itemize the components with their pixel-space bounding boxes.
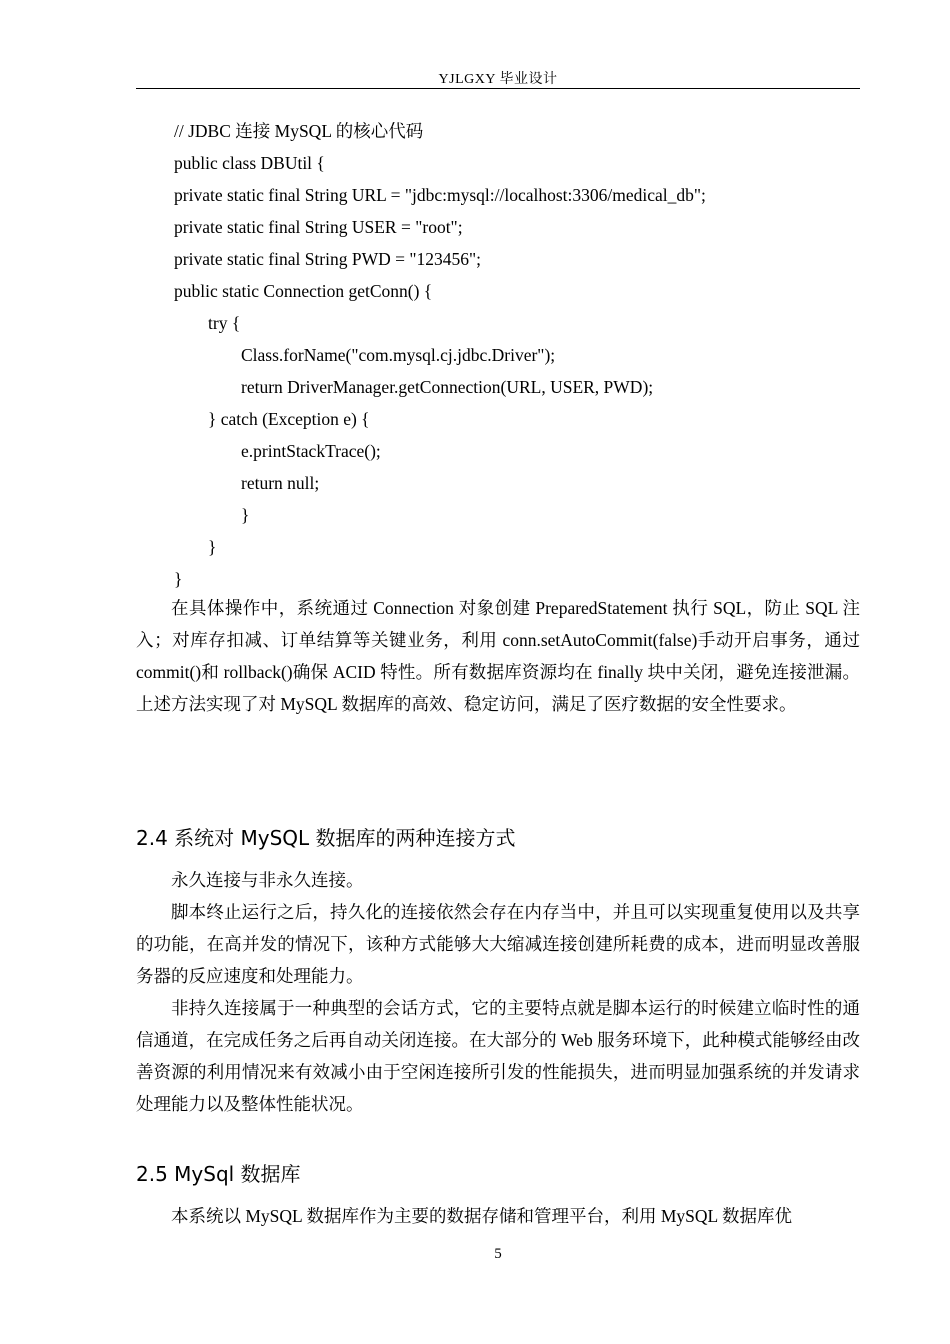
section-heading-2-5: 2.5 MySql 数据库 [136, 1162, 301, 1186]
code-line: } [208, 537, 217, 557]
code-line: return null; [241, 473, 320, 493]
code-line: } catch (Exception e) { [208, 409, 370, 429]
paragraph-persistent-connection: 脚本终止运行之后，持久化的连接依然会存在内存当中，并且可以实现重复使用以及共享的功能，在高并发的情况下，该种方式能够大大缩减连接创建所耗费的成本，进而明显改善服务器的反应速度和处理能力。 [136, 902, 860, 986]
code-line: Class.forName("com.mysql.cj.jdbc.Driver"); [241, 345, 556, 365]
paragraph-connection-types: 永久连接与非永久连接。 [171, 870, 364, 890]
code-line: e.printStackTrace(); [241, 441, 381, 461]
section-heading-2-4: 2.4 系统对 MySQL 数据库的两种连接方式 [136, 826, 516, 850]
code-line: public class DBUtil { [174, 153, 325, 173]
code-line: } [241, 505, 250, 525]
page-header: YJLGXY 毕业设计 [438, 72, 558, 87]
code-line: private static final String URL = "jdbc:mysql://localhost:3306/medical_db"; [174, 185, 706, 205]
header-rule [136, 88, 860, 89]
code-line: // JDBC 连接 MySQL 的核心代码 [174, 121, 424, 141]
paragraph-mysql-intro: 本系统以 MySQL 数据库作为主要的数据存储和管理平台，利用 MySQL 数据库优 [171, 1206, 792, 1226]
code-line: public static Connection getConn() { [174, 281, 433, 301]
code-line: return DriverManager.getConnection(URL, USER, PWD); [241, 377, 654, 397]
code-line: private static final String PWD = "123456"; [174, 249, 482, 269]
code-line: private static final String USER = "root"; [174, 217, 463, 237]
page-number: 5 [494, 1246, 502, 1262]
paragraph-non-persistent-connection: 非持久连接属于一种典型的会话方式，它的主要特点就是脚本运行的时候建立临时性的通信通道，在完成任务之后再自动关闭连接。在大部分的 Web 服务环境下，此种模式能够经由改善资源的利用情况来有效减小由于空闲连接所引发的性能损失，进而明显加强系统的并发请求处理能力以及整体性能状况。 [136, 998, 860, 1114]
code-listing [136, 115, 860, 595]
code-line: try { [208, 313, 241, 333]
paragraph-jdbc-operation: 在具体操作中，系统通过 Connection 对象创建 PreparedStatement 执行 SQL，防止 SQL 注入；对库存扣减、订单结算等关键业务，利用 conn.setAutoCommit(false)手动开启事务，通过 commit()和 rollback()确保 ACID 特性。所有数据库资源均在 finally 块中关闭，避免连接泄漏。上述方法实现了对 MySQL 数据库的高效、稳定访问，满足了医疗数据的安全性要求。 [136, 598, 860, 714]
code-line: } [174, 569, 183, 589]
